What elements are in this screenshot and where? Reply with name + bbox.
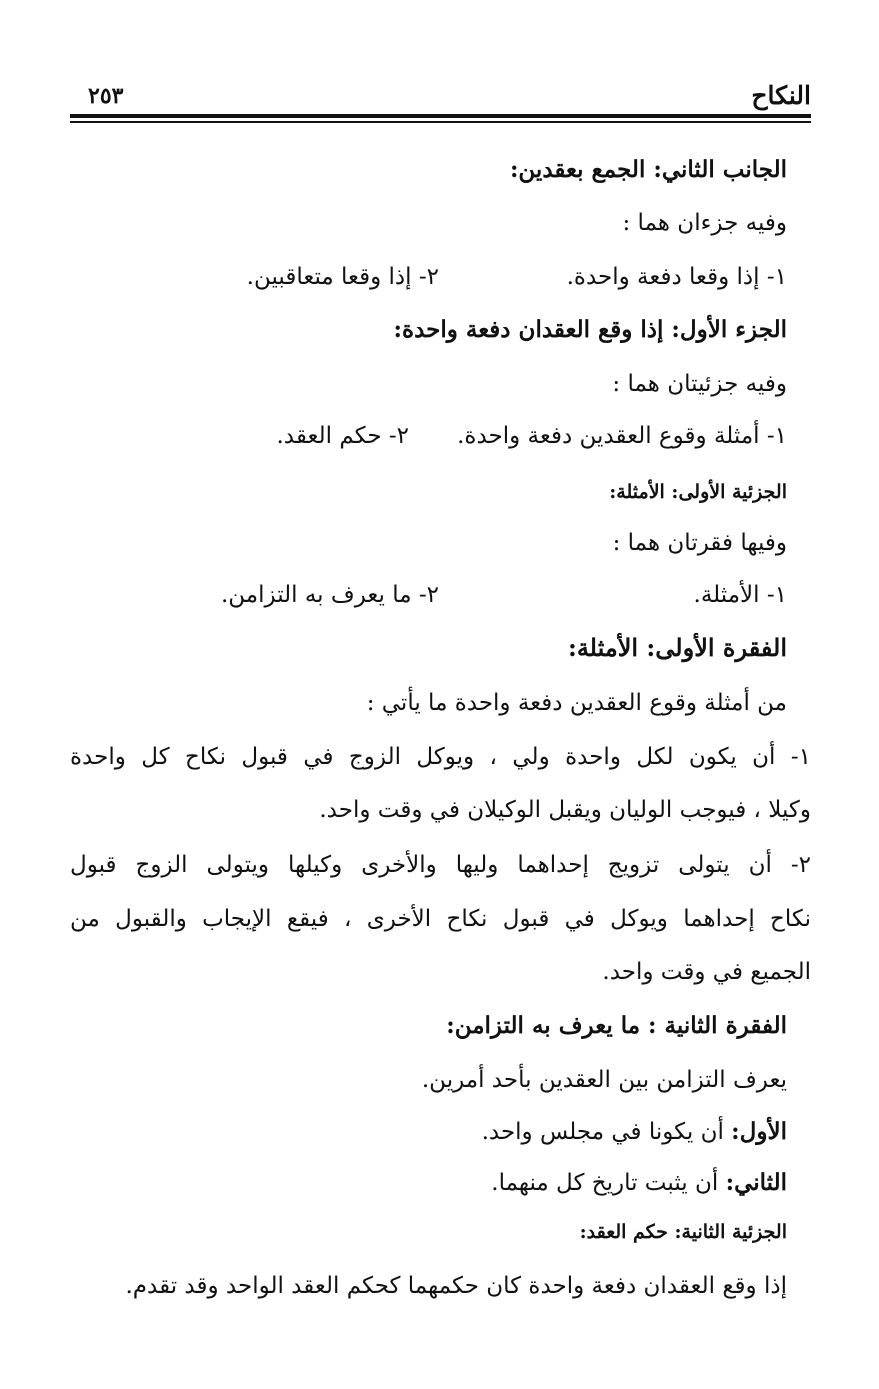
list-item-subpart-1: ١- أمثلة وقوع العقدين دفعة واحدة. <box>457 423 787 449</box>
heading-subpart-one: الجزئية الأولى: الأمثلة: <box>609 481 787 503</box>
page-number: ٢٥٣ <box>88 83 124 109</box>
condition-second-label: الثاني: <box>725 1169 787 1196</box>
list-item-part-2: ٢- إذا وقعا متعاقبين. <box>246 264 439 290</box>
example-2-line-1: ٢- أن يتولى تزويج إحداهما وليها والأخرى وكيلها ويتولى الزوج قبول <box>70 852 811 878</box>
list-item-paragraph-2: ٢- ما يعرف به التزامن. <box>220 582 439 608</box>
heading-first-paragraph: الفقرة الأولى: الأمثلة: <box>567 633 787 662</box>
header-rule-thick <box>70 114 811 118</box>
text-examples-intro: من أمثلة وقوع العقدين دفعة واحدة ما يأتي : <box>366 690 787 716</box>
example-2-line-2: نكاح إحداهما ويوكل في قبول نكاح الأخرى ، فيقع الإيجاب والقبول من <box>70 906 811 932</box>
list-item-part-1: ١- إذا وقعا دفعة واحدة. <box>566 264 787 290</box>
list-item-subpart-2: ٢- حكم العقد. <box>276 423 409 449</box>
heading-part-one: الجزء الأول: إذا وقع العقدان دفعة واحدة: <box>393 316 787 343</box>
condition-first-text: أن يكونا في مجلس واحد. <box>481 1119 732 1145</box>
list-item-paragraph-1: ١- الأمثلة. <box>693 582 787 608</box>
text-sync-intro: يعرف التزامن بين العقدين بأحد أمرين. <box>421 1067 787 1093</box>
condition-second-text: أن يثبت تاريخ كل منهما. <box>491 1170 726 1196</box>
header-title: النكاح <box>751 81 811 110</box>
example-1-line-1: ١- أن يكون لكل واحدة ولي ، ويوكل الزوج في قبول نكاح كل واحدة <box>70 744 811 770</box>
condition-second <box>491 1168 787 1198</box>
example-1-line-2: وكيلا ، فيوجب الوليان ويقبل الوكيلان في وقت واحد. <box>319 797 811 823</box>
heading-second-paragraph: الفقرة الثانية : ما يعرف به التزامن: <box>446 1012 787 1039</box>
example-2-line-3: الجميع في وقت واحد. <box>602 959 811 985</box>
text-two-paragraphs: وفيها فقرتان هما : <box>612 530 787 556</box>
header-rule-thin <box>70 121 811 123</box>
condition-first-label: الأول: <box>731 1118 787 1145</box>
condition-first <box>482 1117 787 1147</box>
text-two-subparts: وفيه جزئيتان هما : <box>612 371 787 397</box>
text-two-parts: وفيه جزءان هما : <box>622 210 787 236</box>
text-ruling: إذا وقع العقدان دفعة واحدة كان حكمهما كحكم العقد الواحد وقد تقدم. <box>125 1273 787 1299</box>
heading-second-side: الجانب الثاني: الجمع بعقدين: <box>509 156 787 183</box>
heading-subpart-two: الجزئية الثانية: حكم العقد: <box>579 1221 787 1243</box>
running-header <box>70 75 811 115</box>
